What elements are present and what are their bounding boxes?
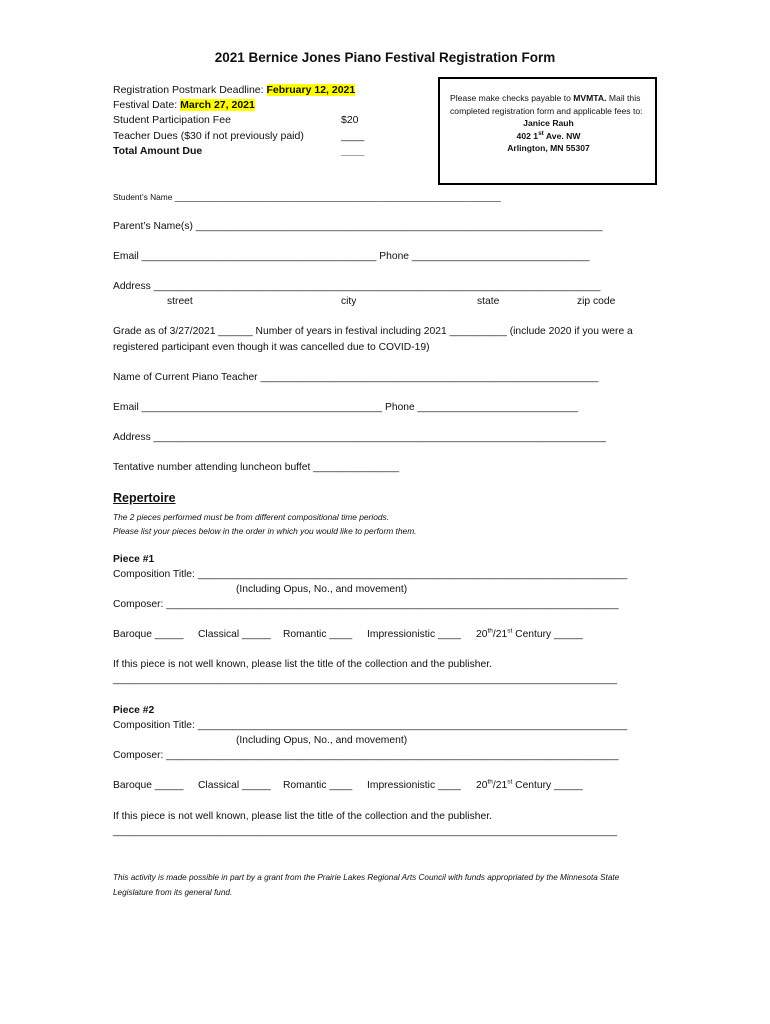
piece-1-unknown-note: If this piece is not well known, please list the title of the collection and the publisher.	[113, 659, 492, 670]
teacher-name-field[interactable]: Name of Current Piano Teacher ___________________________________________________________	[113, 372, 599, 383]
repertoire-note-1: The 2 pieces performed must be from different compositional time periods.	[113, 512, 390, 522]
deadline-label: Registration Postmark Deadline:	[113, 84, 264, 96]
grade-years-note: registered participant even though it was cancelled due to COVID-19)	[113, 342, 430, 353]
teacher-dues-blank[interactable]: ____	[341, 129, 365, 142]
grade-years-field[interactable]: Grade as of 3/27/2021 ______ Number of years in festival including 2021 __________ (include 2020 if you were a	[113, 326, 633, 337]
teacher-dues-label: Teacher Dues ($30 if not previously paid)	[113, 129, 304, 142]
piece-1-century-a-sup: th	[487, 627, 493, 635]
mail-street-sup: st	[538, 129, 544, 137]
mail-street-num: 402 1	[516, 130, 539, 141]
piece-1-century-end: Century _____	[512, 629, 583, 640]
piece-2-impressionistic[interactable]: Impressionistic ____	[367, 780, 461, 791]
piece-1-century-b-sup: st	[507, 627, 513, 635]
piece-2-collection-field[interactable]: ________________________________________________________________________________________	[113, 826, 617, 837]
grant-footer: This activity is made possible in part by a grant from the Prairie Lakes Regional Arts Council with funds appropriated by the Minnesota State Legislature from its general fund.	[113, 873, 620, 897]
deadline-value: February 12, 2021	[266, 84, 356, 96]
piece-2-composition-field[interactable]: Composition Title: ___________________________________________________________________________	[113, 720, 628, 731]
total-amount-row	[113, 144, 423, 159]
mail-instructions	[450, 92, 647, 117]
parent-email-phone-field[interactable]: Email _________________________________________ Phone _______________________________	[113, 251, 590, 262]
piece-1-romantic[interactable]: Romantic ____	[283, 629, 353, 640]
total-amount-blank[interactable]: ____	[341, 144, 365, 157]
piece-2-century-end: Century _____	[512, 780, 583, 791]
piece-1-collection-field[interactable]: ________________________________________________________________________________________	[113, 674, 617, 685]
piece-1-classical[interactable]: Classical _____	[198, 629, 271, 640]
mail-street-rest: Ave. NW	[543, 130, 581, 141]
teacher-email-phone-field[interactable]: Email __________________________________________ Phone ____________________________	[113, 402, 578, 413]
piece-2-unknown-note: If this piece is not well known, please list the title of the collection and the publisher.	[113, 811, 492, 822]
piece-1-baroque[interactable]: Baroque _____	[113, 629, 184, 640]
piece-1-composer-field[interactable]: Composer: _______________________________________________________________________________	[113, 599, 619, 610]
repertoire-heading: Repertoire	[113, 491, 176, 505]
piece-2-century-a: 20	[476, 780, 488, 791]
participation-fee-label: Student Participation Fee	[113, 114, 231, 127]
teacher-dues-row	[113, 129, 423, 144]
piece-2-classical[interactable]: Classical _____	[198, 780, 271, 791]
student-name-field[interactable]: Student’s Name ______________________________________________________________________	[113, 192, 501, 202]
deadline-row	[113, 83, 423, 98]
address-street-caption: street	[167, 296, 193, 307]
participation-fee-amount: $20	[341, 114, 359, 127]
parent-name-field[interactable]: Parent’s Name(s) _______________________________________________________________________	[113, 221, 603, 232]
form-title: 2021 Bernice Jones Piano Festival Registration Form	[214, 50, 556, 65]
piece-2-baroque[interactable]: Baroque _____	[113, 780, 184, 791]
piece-2-century-mid: /21	[492, 780, 508, 791]
festival-date-row	[113, 98, 423, 113]
luncheon-count-field[interactable]: Tentative number attending luncheon buffet _______________	[113, 462, 400, 473]
teacher-address-field[interactable]: Address _______________________________________________________________________________	[113, 432, 607, 443]
piece-2-century-b-sup: st	[507, 778, 513, 786]
piece-1-century-mid: /21	[492, 629, 508, 640]
participation-fee-row	[113, 113, 423, 128]
festival-date-label: Festival Date:	[113, 99, 178, 112]
piece-2-century-a-sup: th	[487, 778, 493, 786]
address-state-caption: state	[477, 296, 500, 307]
address-zip-caption: zip code	[577, 296, 616, 307]
piece-2-century[interactable]	[476, 780, 583, 791]
piece-1-composition-field[interactable]: Composition Title: ___________________________________________________________________________	[113, 569, 628, 580]
mail-text-post: Mail this completed registration form and applicable fees to:	[450, 93, 643, 116]
repertoire-note-2: Please list your pieces below in the order in which you would like to perform them.	[113, 526, 417, 536]
piece-1-including-caption: (Including Opus, No., and movement)	[236, 584, 408, 595]
piece-1-century-a: 20	[476, 629, 488, 640]
piece-1-heading: Piece #1	[113, 554, 155, 565]
piece-2-romantic[interactable]: Romantic ____	[283, 780, 353, 791]
piece-2-composer-field[interactable]: Composer: _______________________________________________________________________________	[113, 750, 619, 761]
fees-block	[113, 83, 423, 159]
piece-2-including-caption: (Including Opus, No., and movement)	[236, 735, 408, 746]
mail-text-pre: Please make checks payable to	[450, 93, 574, 103]
piece-1-impressionistic[interactable]: Impressionistic ____	[367, 629, 461, 640]
festival-date-value: March 27, 2021	[180, 99, 255, 112]
total-amount-label: Total Amount Due	[113, 144, 203, 157]
piece-2-heading: Piece #2	[113, 705, 155, 716]
mail-payee: MVMTA.	[573, 93, 607, 103]
mailing-info-box	[438, 77, 657, 185]
mail-recipient-name: Janice Rauh	[523, 118, 574, 128]
address-field[interactable]: Address ______________________________________________________________________________	[113, 281, 601, 292]
mail-street	[450, 130, 647, 143]
mail-city: Arlington, MN 55307	[507, 143, 590, 153]
piece-1-century[interactable]	[476, 629, 583, 640]
address-city-caption: city	[341, 296, 357, 307]
